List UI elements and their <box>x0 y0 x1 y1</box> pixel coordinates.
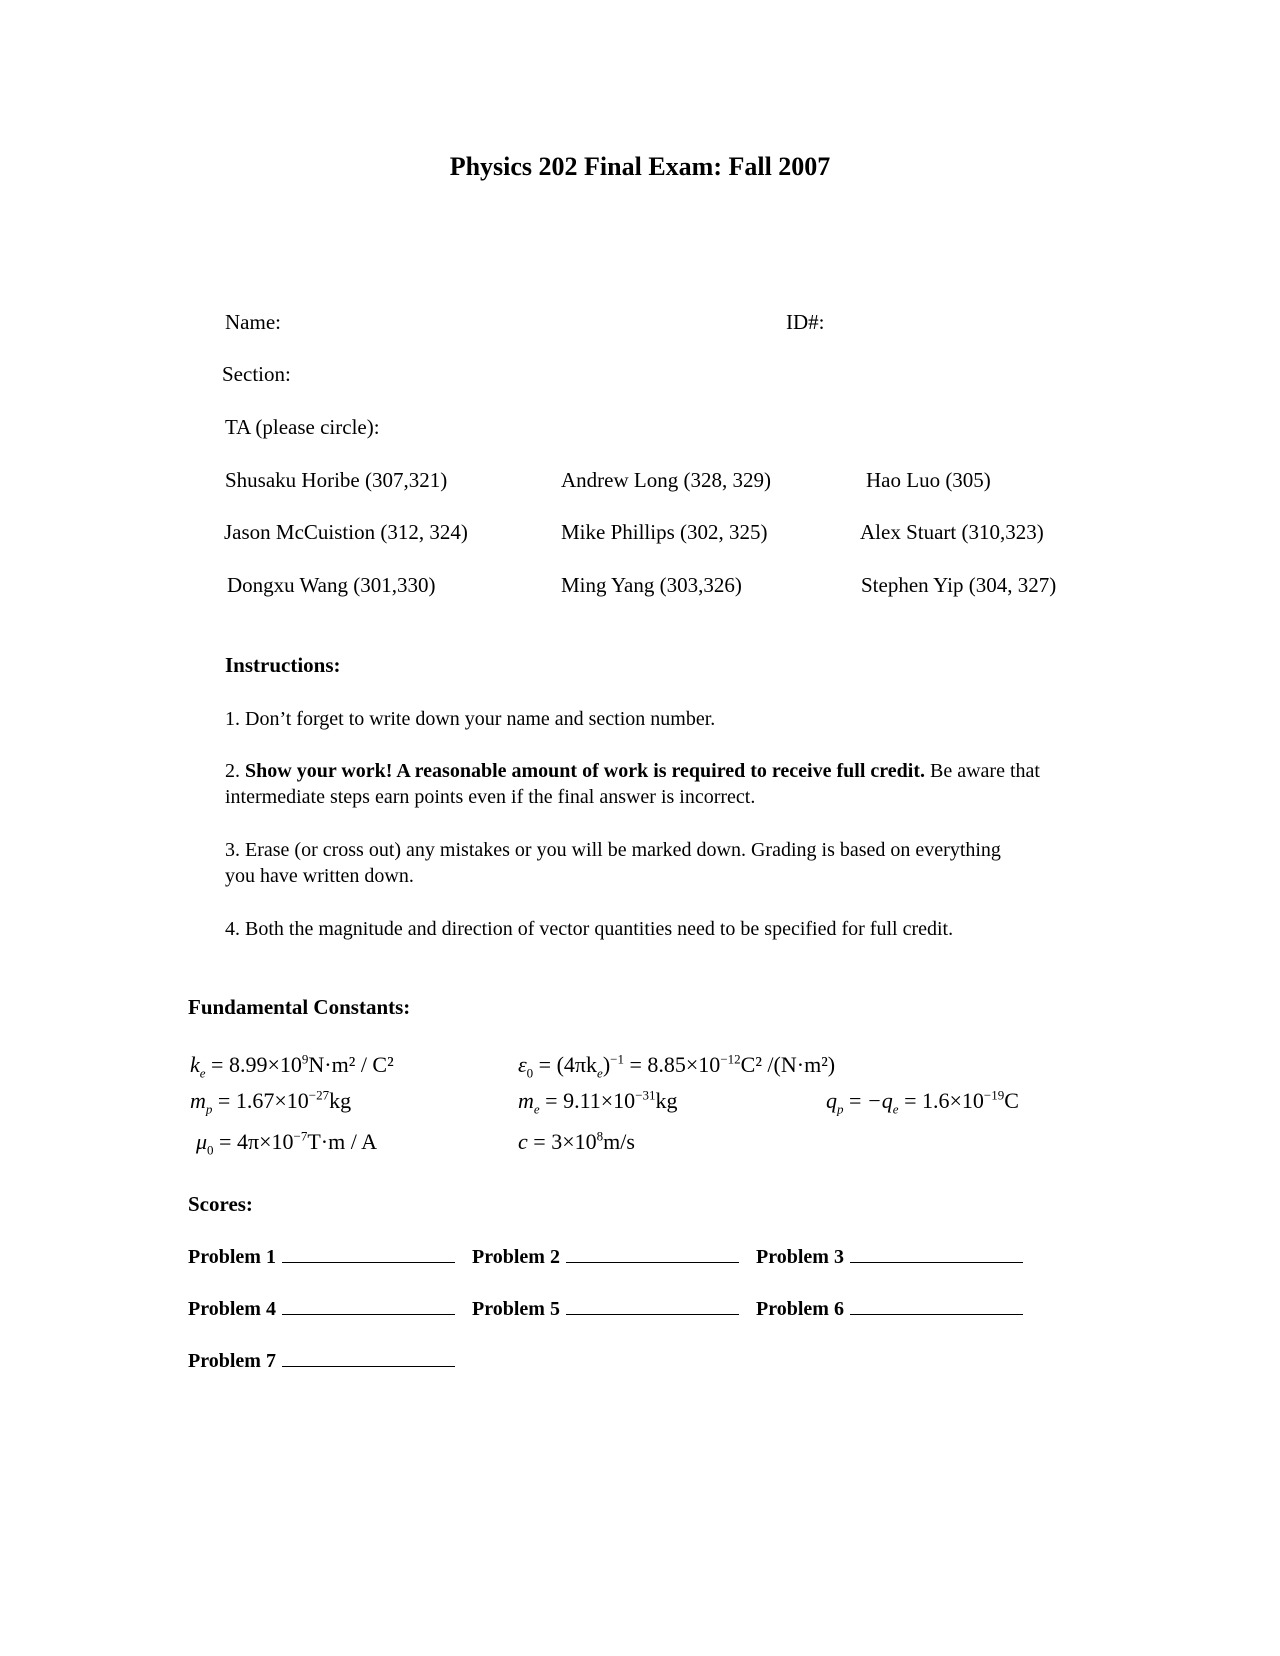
instruction-text: Both the magnitude and direction of vector quantities need to be specified for full credit. <box>245 918 954 940</box>
instruction-item <box>225 837 1025 889</box>
constant-mp: $m_p = 1.67\times 10^{-27}kg$ <box>190 1087 352 1117</box>
instructions-heading: Instructions: <box>225 653 341 677</box>
id-label: ID#: <box>786 310 825 334</box>
constants-heading: Fundamental Constants: <box>188 995 411 1019</box>
ta-option[interactable]: Ming Yang (303,326) <box>561 573 742 597</box>
instruction-item <box>225 758 1085 810</box>
score-blank[interactable] <box>282 1296 455 1315</box>
scores-heading: Scores: <box>188 1192 253 1216</box>
instruction-text: Be aware that intermediate steps earn points even if the final answer is incorrect. <box>225 760 1040 808</box>
score-problem-4: Problem 4 <box>188 1296 455 1321</box>
constant-me: $m_e = 9.11\times 10^{-31}kg$ <box>518 1087 678 1117</box>
instruction-number: 2. <box>225 760 240 782</box>
ta-option[interactable]: Dongxu Wang (301,330) <box>227 573 436 597</box>
instruction-number: 3. <box>225 839 240 861</box>
score-problem-5: Problem 5 <box>472 1296 739 1321</box>
name-label: Name: <box>225 310 281 334</box>
instruction-number: 4. <box>225 918 240 940</box>
page-title: Physics 202 Final Exam: Fall 2007 <box>449 152 831 181</box>
score-blank[interactable] <box>282 1348 455 1367</box>
score-problem-6: Problem 6 <box>756 1296 1023 1321</box>
instruction-text: Don’t forget to write down your name and section number. <box>245 708 716 730</box>
ta-option[interactable]: Alex Stuart (310,323) <box>860 520 1044 544</box>
constant-ke: $k_e = 8.99\times 10^9N\cdot m^2 / C^2$ <box>190 1051 394 1081</box>
score-problem-1: Problem 1 <box>188 1244 455 1269</box>
score-blank[interactable] <box>282 1244 455 1263</box>
ta-option[interactable]: Jason McCuistion (312, 324) <box>224 520 468 544</box>
score-problem-2: Problem 2 <box>472 1244 739 1269</box>
section-label: Section: <box>222 362 291 386</box>
instruction-text: Erase (or cross out) any mistakes or you will be marked down. Grading is based on everything you have written down. <box>225 839 1001 887</box>
constant-mu0: $\mu_0 = 4\pi\times 10^{-7}T\cdot m / A$ <box>196 1128 377 1158</box>
ta-option[interactable]: Shusaku Horibe (307,321) <box>225 468 448 492</box>
score-problem-7: Problem 7 <box>188 1348 455 1373</box>
score-blank[interactable] <box>566 1296 739 1315</box>
instruction-item <box>225 916 1105 942</box>
ta-option[interactable]: Hao Luo (305) <box>866 468 991 492</box>
score-blank[interactable] <box>850 1296 1023 1315</box>
ta-option[interactable]: Andrew Long (328, 329) <box>561 468 771 492</box>
ta-option[interactable]: Stephen Yip (304, 327) <box>861 573 1057 597</box>
score-problem-3: Problem 3 <box>756 1244 1023 1269</box>
ta-option[interactable]: Mike Phillips (302, 325) <box>561 520 768 544</box>
instruction-emphasis: Show your work! A reasonable amount of work is required to receive full credit. <box>245 760 925 782</box>
instruction-item <box>225 706 1085 732</box>
ta-label: TA (please circle): <box>225 415 380 439</box>
constant-epsilon: $\varepsilon_0 = (4\pi k_e)^{-1} = 8.85\times 10^{-12}C^2$ /(N·m²) <box>518 1051 836 1081</box>
constant-qp: $q_p = -q_e = 1.6\times 10^{-19}C$ <box>826 1087 1019 1117</box>
instruction-number: 1. <box>225 708 240 730</box>
constant-c: $c = 3\times 10^8m/s$ <box>518 1128 635 1154</box>
score-blank[interactable] <box>566 1244 739 1263</box>
score-blank[interactable] <box>850 1244 1023 1263</box>
